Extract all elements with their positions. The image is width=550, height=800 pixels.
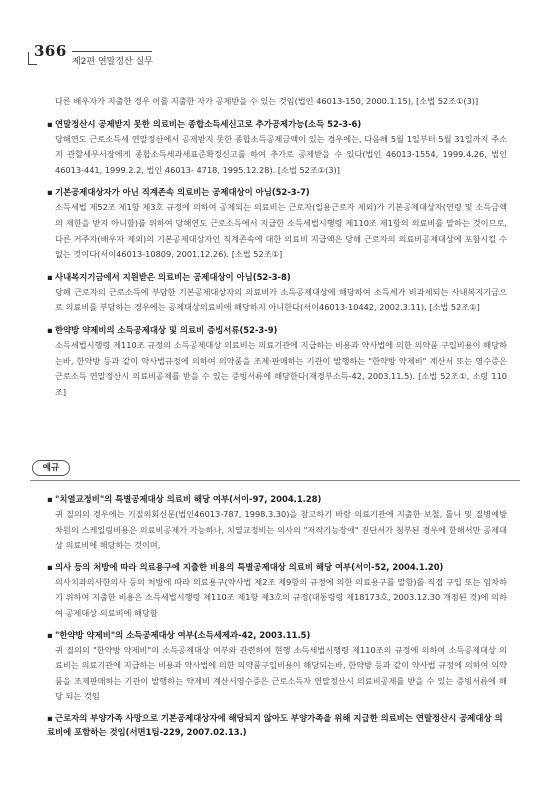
ruling-heading: ▪ "치열교정비"의 특별공제대상 의료비 해당 여부(서이-97, 2004.1.28) bbox=[47, 494, 322, 504]
section-heading: ▪ 한약방 약제비의 소득공제대상 및 의료비 증빙서류(52-3-9) bbox=[47, 324, 278, 335]
ruling-body: 귀 질의의 "한약방 약제비"의 소득공제대상 여부와 관련하여 현행 소득세법시행령 제110조의 규정에 의하여 소득공제대상 의료비는 의료기관에 지급하는 비용과 약사법에 의한 의약품구입비용이 해당되는바, 한약방 등과 같이 약사법 규정에 의하여 의약품을 조제판매하는 기관이 발행하는 약제비 계산서영수증은 근로소득자 연말정산시 의료비공제를 받을 수 있는 증빙서류에 해당 되는 것임 bbox=[55, 644, 507, 702]
example-rule bbox=[30, 480, 520, 481]
section-3 bbox=[47, 270, 507, 316]
example-divider bbox=[30, 458, 520, 482]
bullet-icon: ▪ bbox=[47, 324, 53, 335]
intro-paragraph: 다른 배우자가 지출한 경우 이를 지출한 자가 공제받을 수 있는 것임(법인 46013-150, 2000.1.15), [소법 52조①(3)] bbox=[55, 96, 479, 106]
section-heading: ▪ 연말정산시 공제받지 못한 의료비는 종합소득세신고로 추가공제가능(소득 52-3-6) bbox=[47, 118, 362, 129]
bullet-icon: ▪ bbox=[47, 712, 53, 723]
section-4 bbox=[47, 323, 507, 400]
bullet-icon: ▪ bbox=[47, 561, 53, 572]
section-body: 소득세법시행령 제110조 규정의 소득공제대상 의료비는 의료기관에 지급하는 비용과 약사법에 의한 의약품 구입비용이 해당하는바, 한약방 등과 같이 약사법규정에 의하여 의약품을 조제·판매하는 기관이 발행하는 "한약방 약제비" 계산서 또는 영수증은 근로소득 연말정산시 의료비공제를 받을 수 있는 증빙서류에 해당한다(재경부소득-42, 2003.11.5). [소법 52조①, 소령 110조] bbox=[55, 339, 507, 397]
header-bracket bbox=[28, 52, 37, 65]
ruling-heading: ▪ 근로자의 부양가족 사망으로 기본공제대상자에 해당되지 않아도 부양가족을 위해 지급한 의료비는 연말정산시 공제대상 의료비에 포함하는 것임(서면1팀-229, 2007.02.13.) bbox=[47, 712, 503, 737]
bullet-icon: ▪ bbox=[47, 271, 53, 282]
ruling-heading: ▪ "한약방 약제비"의 소득공제대상 여부(소득세제과-42, 2003.11.5) bbox=[47, 629, 311, 640]
ruling-4 bbox=[47, 711, 507, 739]
ruling-1 bbox=[47, 492, 507, 554]
bullet-icon: ▪ bbox=[47, 118, 53, 129]
example-label: 예규 bbox=[32, 460, 70, 476]
section-heading: ▪ 기본공제대상자가 아닌 직계존속 의료비는 공제대상이 아님(52-3-7) bbox=[47, 187, 310, 198]
section-1 bbox=[47, 117, 507, 179]
header-rule bbox=[72, 51, 152, 52]
section-body: 당해연도 근로소득세 연말정산에서 공제받지 못한 종합소득공제금액이 있는 경우에는, 다음해 5월 1일부터 5월 31일까지 주소지 관할세무서장에게 종합소득세과세표준확정신고를 하여 추가로 공제받을 수 있다(법인 46013-1554, 1999.4.26, 법인 46013-441, 1999.2.2, 법인 46013- 4718, 1995.12.28). [소법 52조①(3)] bbox=[55, 133, 507, 175]
bullet-icon: ▪ bbox=[47, 187, 53, 198]
ruling-body: 귀 질의의 경우에는 기질의회신문(법인46013-787, 1998.3.30)을 참고하기 바람 의료기관에 지출한 보철, 틀니 및 질병예방차원의 스케일링비용은 의료비공제가 가능하나, 치열교정비는 의사의 "저작기능장애" 진단서가 첨부된 경우에 한해서만 공제대상 의료비에 해당하는 것이며, bbox=[55, 509, 507, 551]
section-2 bbox=[47, 185, 507, 262]
section-body: 소득세법 제52조 제1항 제3호 규정에 의하여 공제되는 의료비는 근로자(일용근로자 제외)가 기본공제대상자(연령 및 소득금액의 제한을 받지 아니함)를 위하여 당해연도 근로소득에서 지급한 소득세법시행령 제110조 제1항의 의료비를 말하는 것이므로, 다른 거주자(배우자 제외)의 기본공제대상자인 직계존속에 대한 의료비 지급액은 당해 근로자의 의료비공제대상에 포함시킬 수 없는 것이다(서이46013-10809, 2001.12.26). [소법 52조①] bbox=[55, 202, 507, 260]
ruling-heading: ▪ 의사 등의 처방에 따라 의료용구에 지출한 비용의 특별공제대상 의료비 해당 여부(서이-52, 2004.1.20) bbox=[47, 561, 444, 572]
section-heading: ▪ 사내복지기금에서 지원받은 의료비는 공제대상이 아님(52-3-8) bbox=[47, 271, 291, 282]
page-number: 366 bbox=[34, 42, 67, 60]
page-header bbox=[28, 42, 154, 67]
section-body: 당해 근로자의 근로소득에 부담한 기본공제대상자의 의료비가 소득공제대상에 해당하여 소득세가 비과세되는 사내복지기금으로 의료비를 부담하는 경우에는 공제대상의료비에 해당하지 아니한다(서이46013-10442, 2002.3.11). [소법 52조①] bbox=[55, 286, 507, 313]
chapter-title: 제2편 연말정산 실무 bbox=[72, 57, 154, 67]
bullet-icon: ▪ bbox=[47, 494, 53, 504]
bullet-icon: ▪ bbox=[47, 629, 53, 640]
rulings-list bbox=[47, 492, 507, 740]
ruling-2 bbox=[47, 560, 507, 622]
main-content bbox=[47, 94, 507, 400]
ruling-body: 의사치과의사한의사 등의 처방에 따라 의료용구(약사법 제2조 제9항의 규정에 의한 의료용구를 말함)를 직접 구입 또는 임차하기 위하여 지출한 비용은 소득세법시행령 제110조 제1항 제3호의 규정(대통령령 제18173호, 2003.12.30 개정된 것)에 의하여 공제대상 의료비에 해당함 bbox=[55, 576, 507, 618]
ruling-3 bbox=[47, 628, 507, 705]
